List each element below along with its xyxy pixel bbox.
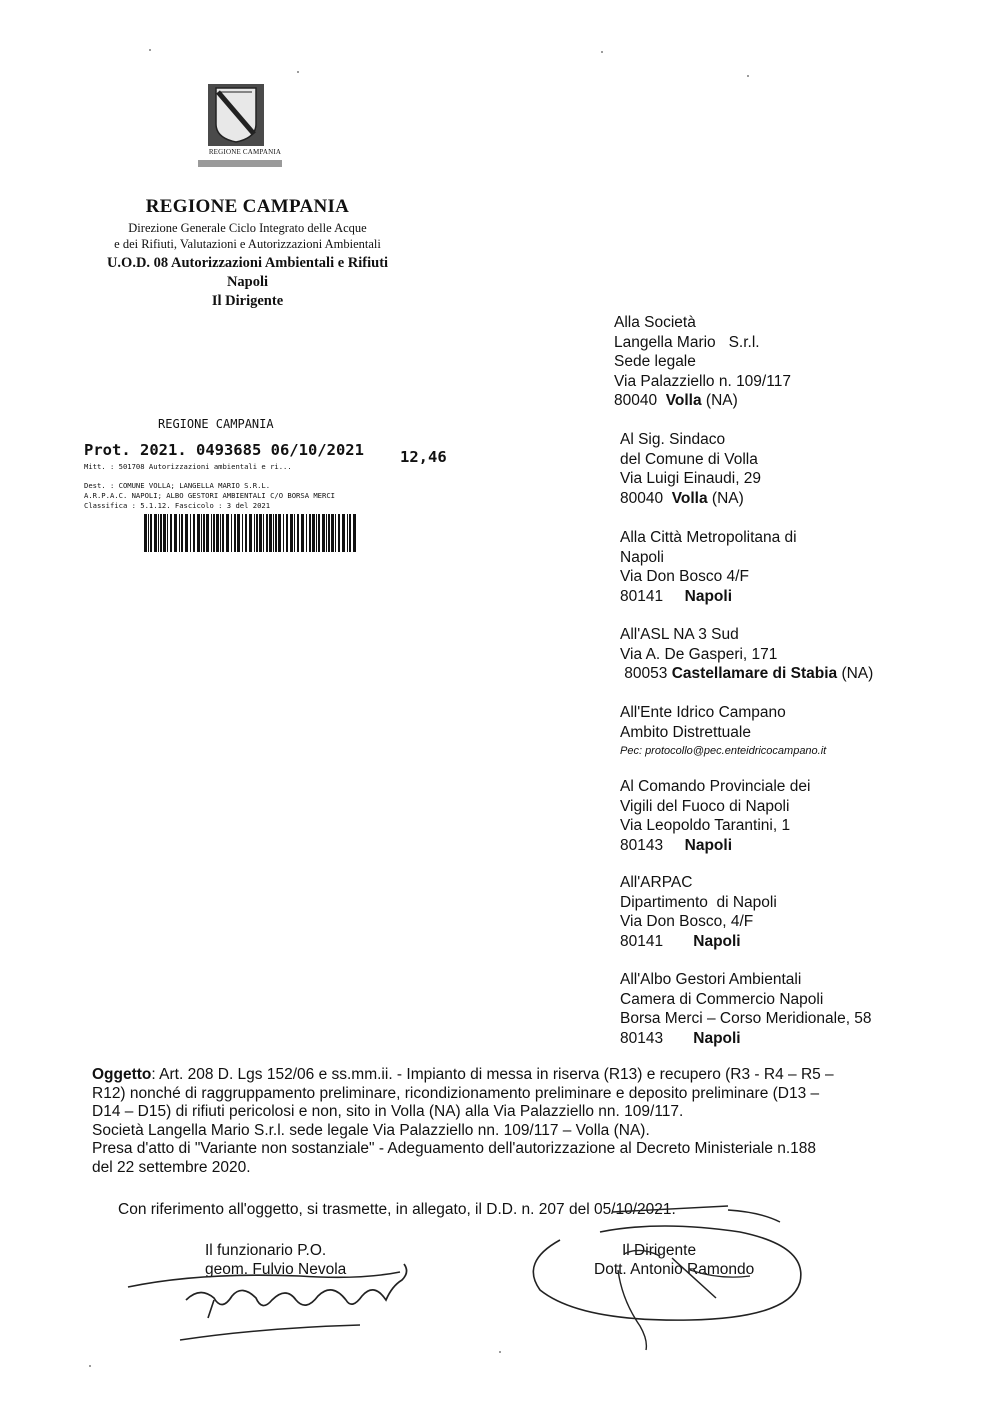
barcode-bar <box>297 514 299 552</box>
recipient-line <box>620 816 810 836</box>
barcode-bar <box>216 514 219 552</box>
recipient-line <box>620 703 826 723</box>
barcode-bar <box>286 514 288 552</box>
barcode-bar <box>185 514 188 552</box>
recipient-block <box>620 703 826 762</box>
recipient-line <box>620 873 777 893</box>
barcode-bar <box>220 514 221 552</box>
barcode-bar <box>190 514 191 552</box>
recipient-line-text: Al Sig. Sindaco <box>620 431 726 448</box>
barcode-bar <box>179 514 180 552</box>
recipient-line-text: 80143 <box>620 836 685 854</box>
recipient-line-text: 80053 <box>620 665 672 683</box>
stamp-protocol-number: Prot. 2021. 0493685 06/10/2021 <box>84 441 364 459</box>
barcode-bar <box>263 514 264 552</box>
barcode-bar <box>144 514 147 552</box>
recipient-line-text: Borsa Merci – Corso Meridionale, 58 <box>620 1010 872 1028</box>
barcode-bar <box>181 514 183 552</box>
barcode-bar <box>316 514 317 552</box>
stamp-title: REGIONE CAMPANIA <box>158 417 274 431</box>
recipient-line <box>614 391 791 411</box>
recipient-line <box>620 990 872 1010</box>
header-subtitle-2: e dei Rifiuti, Valutazioni e Autorizzazioni Ambientali <box>114 237 381 251</box>
recipient-line-text: Via Leopoldo Tarantini, 1 <box>620 817 791 835</box>
recipient-line-text: Via Don Bosco, 4/F <box>620 913 754 931</box>
recipient-line <box>620 1009 872 1029</box>
barcode-bar <box>150 514 152 552</box>
barcode-bar <box>278 514 281 552</box>
barcode-bar <box>201 514 202 552</box>
recipient-city: Napoli <box>693 1029 741 1047</box>
recipient-line-text: Dipartimento di Napoli <box>620 893 777 911</box>
stamp-time: 12,46 <box>400 448 447 466</box>
barcode-bar <box>338 514 340 552</box>
recipient-line-text: All'ASL NA 3 Sud <box>620 626 739 643</box>
recipient-line <box>620 625 873 645</box>
recipient-line <box>620 1029 872 1049</box>
recipient-line-text: Pec: protocollo@pec.enteidricocampano.it <box>620 745 827 758</box>
recipient-line-text: 80143 <box>620 1029 694 1047</box>
subject-line-1 <box>92 1066 918 1085</box>
barcode-bar <box>211 514 212 552</box>
recipient-line <box>620 970 872 990</box>
signature-right-name: Dott. Antonio Ramondo <box>594 1261 755 1278</box>
barcode-bar <box>259 514 262 552</box>
recipient-line <box>620 430 761 450</box>
recipient-line <box>620 645 873 665</box>
recipient-line-text: Sede legale <box>614 353 696 371</box>
barcode-bar <box>342 514 345 552</box>
regione-campania-logo <box>196 84 294 172</box>
subject-line-2: R12) nonché di raggruppamento preliminare, ricondizionamento preliminare e deposito preliminare (D13 – <box>92 1084 820 1102</box>
barcode-bar <box>245 514 247 552</box>
barcode-bar <box>275 514 277 552</box>
recipient-line-text: Ambito Distrettuale <box>620 723 751 741</box>
barcode-bar <box>158 514 159 552</box>
logo-caption: REGIONE CAMPANIA <box>208 148 282 156</box>
recipient-block <box>620 970 872 1048</box>
recipient-line <box>614 352 791 372</box>
barcode-bar <box>154 514 157 552</box>
recipient-line-text: Via A. De Gasperi, 171 <box>620 645 778 663</box>
recipient-line <box>620 548 797 568</box>
recipient-city: Napoli <box>684 587 733 605</box>
recipient-line <box>620 587 797 607</box>
recipient-province: (NA) <box>837 665 874 683</box>
recipient-line-text: Langella Mario S.r.l. <box>614 333 760 351</box>
subject-line-3: D14 – D15) di rifiuti pericolosi e non, sito in Volla (NA) alla Via Palazziello nn. 109/117. <box>92 1103 684 1121</box>
stamp-dest-1: Dest. : COMUNE VOLLA; LANGELLA MARIO S.R.L. <box>84 481 271 490</box>
barcode-bar <box>283 514 284 552</box>
recipient-line-text: Napoli <box>620 548 664 566</box>
regione-campania-emblem-icon <box>208 84 264 146</box>
recipient-line-text: Alla Città Metropolitana di <box>620 529 797 546</box>
subject-text-1: : Art. 208 D. Lgs 152/06 e ss.mm.ii. - Impianto di messa in riserva (R13) e recupero (R3 - R4 – R5 – <box>151 1066 834 1083</box>
barcode-bar <box>237 514 240 552</box>
barcode-bar <box>312 514 315 552</box>
recipient-province: (NA) <box>707 489 744 507</box>
recipient-line-text: Al Comando Provinciale dei <box>620 778 811 795</box>
recipient-province: (NA) <box>701 392 738 410</box>
barcode-bar <box>222 514 224 552</box>
recipient-line <box>614 333 791 353</box>
barcode-bar <box>213 514 215 552</box>
recipient-block <box>620 430 761 508</box>
logo-base-bar <box>198 160 282 167</box>
barcode-bar <box>328 514 330 552</box>
barcode-bar <box>290 514 293 552</box>
barcode-bar <box>234 514 236 552</box>
subject-line-6: del 22 settembre 2020. <box>92 1158 251 1176</box>
signature-left-title: Il funzionario P.O. <box>205 1242 327 1259</box>
barcode-bar <box>249 514 252 552</box>
protocol-barcode <box>144 514 358 552</box>
barcode-bar <box>206 514 209 552</box>
recipient-line-text: 80141 <box>620 587 685 605</box>
recipient-line-text: 80040 <box>620 489 672 507</box>
signature-right <box>594 1241 754 1279</box>
recipient-line <box>620 489 761 509</box>
recipient-pec-address <box>620 742 826 762</box>
barcode-bar <box>170 514 172 552</box>
recipient-city: Napoli <box>684 836 733 854</box>
recipient-line <box>620 912 777 932</box>
signature-left-name: geom. Fulvio Nevola <box>205 1261 347 1278</box>
barcode-bar <box>294 514 295 552</box>
recipient-line-text: 80141 <box>620 932 694 950</box>
barcode-bar <box>331 514 334 552</box>
header-title: REGIONE CAMPANIA <box>145 196 350 217</box>
signature-left <box>205 1241 346 1279</box>
recipient-line-text: All'Albo Gestori Ambientali <box>620 971 802 988</box>
recipient-line-text: Alla Società <box>614 314 696 331</box>
recipient-block <box>620 625 873 684</box>
subject-line-5: Presa d'atto di "Variante non sostanziale" - Adeguamento dell'autorizzazione al Decreto Ministeriale n.188 <box>92 1140 817 1158</box>
barcode-bar <box>322 514 325 552</box>
barcode-bar <box>269 514 272 552</box>
recipient-line <box>614 313 791 333</box>
barcode-bar <box>256 514 258 552</box>
recipient-line-text: Camera di Commercio Napoli <box>620 990 824 1008</box>
barcode-bar <box>266 514 268 552</box>
header-city: Napoli <box>226 274 269 290</box>
recipient-line-text: del Comune di Volla <box>620 450 758 468</box>
barcode-bar <box>167 514 168 552</box>
reference-text: Con riferimento all'oggetto, si trasmette, in allegato, il D.D. n. 207 del 05/10/2021. <box>118 1201 676 1218</box>
subject-block <box>92 1066 918 1178</box>
barcode-bar <box>160 514 162 552</box>
barcode-bar <box>231 514 232 552</box>
recipient-line-text: Via Don Bosco 4/F <box>620 568 749 586</box>
barcode-bar <box>197 514 200 552</box>
barcode-bar <box>163 514 166 552</box>
recipient-line <box>620 777 810 797</box>
recipient-block <box>614 313 791 411</box>
recipient-line <box>620 932 777 952</box>
recipient-line-text: Via Palazziello n. 109/117 <box>614 372 791 390</box>
recipient-city: Napoli <box>693 932 741 950</box>
recipient-line <box>620 836 810 856</box>
recipient-line <box>620 567 797 587</box>
recipient-block <box>620 528 797 606</box>
barcode-bar <box>242 514 243 552</box>
barcode-bar <box>326 514 327 552</box>
header-role: Il Dirigente <box>211 293 284 309</box>
barcode-bar <box>318 514 320 552</box>
barcode-bar <box>309 514 311 552</box>
barcode-bar <box>335 514 336 552</box>
stamp-classifica: Classifica : 5.1.12. Fascicolo : 3 del 2021 <box>84 501 271 510</box>
barcode-bar <box>193 514 195 552</box>
barcode-bar <box>349 514 351 552</box>
barcode-bar <box>301 514 304 552</box>
recipient-line <box>614 372 791 392</box>
stamp-mitt: Mitt. : 501708 Autorizzazioni ambientali e ri... <box>84 462 292 471</box>
recipient-line-text: All'ARPAC <box>620 874 693 891</box>
recipient-line <box>620 664 873 684</box>
recipient-city: Castellamare di Stabia <box>671 665 838 683</box>
header-subtitle-1: Direzione Generale Ciclo Integrato delle Acque <box>128 221 367 235</box>
recipient-line-text: Vigili del Fuoco di Napoli <box>620 797 790 815</box>
header-office: U.O.D. 08 Autorizzazioni Ambientali e Rifiuti <box>106 255 389 271</box>
barcode-bar <box>347 514 348 552</box>
subject-line-4: Società Langella Mario S.r.l. sede legale Via Palazziello nn. 109/117 – Volla (NA). <box>92 1121 650 1139</box>
barcode-bar <box>226 514 229 552</box>
recipient-line <box>620 450 761 470</box>
recipient-line <box>620 469 761 489</box>
recipient-line <box>620 528 797 548</box>
barcode-bar <box>353 514 356 552</box>
barcode-bar <box>306 514 307 552</box>
stamp-dest-2: A.R.P.A.C. NAPOLI; ALBO GESTORI AMBIENTALI C/O BORSA MERCI <box>84 491 335 500</box>
barcode-bar <box>273 514 274 552</box>
recipient-line <box>620 893 777 913</box>
signature-right-title: Il Dirigente <box>622 1242 697 1259</box>
recipient-city: Volla <box>665 392 702 410</box>
recipient-line <box>620 797 810 817</box>
recipient-line-text: 80040 <box>614 392 666 410</box>
recipient-city: Volla <box>671 489 708 507</box>
recipient-line-text: All'Ente Idrico Campano <box>620 704 786 721</box>
barcode-bar <box>203 514 205 552</box>
recipient-line-text: Via Luigi Einaudi, 29 <box>620 470 762 488</box>
recipient-line <box>620 723 826 743</box>
barcode-bar <box>174 514 177 552</box>
subject-label: Oggetto <box>92 1066 152 1083</box>
recipient-block <box>620 777 810 855</box>
recipient-block <box>620 873 777 951</box>
barcode-bar <box>148 514 149 552</box>
barcode-bar <box>254 514 255 552</box>
